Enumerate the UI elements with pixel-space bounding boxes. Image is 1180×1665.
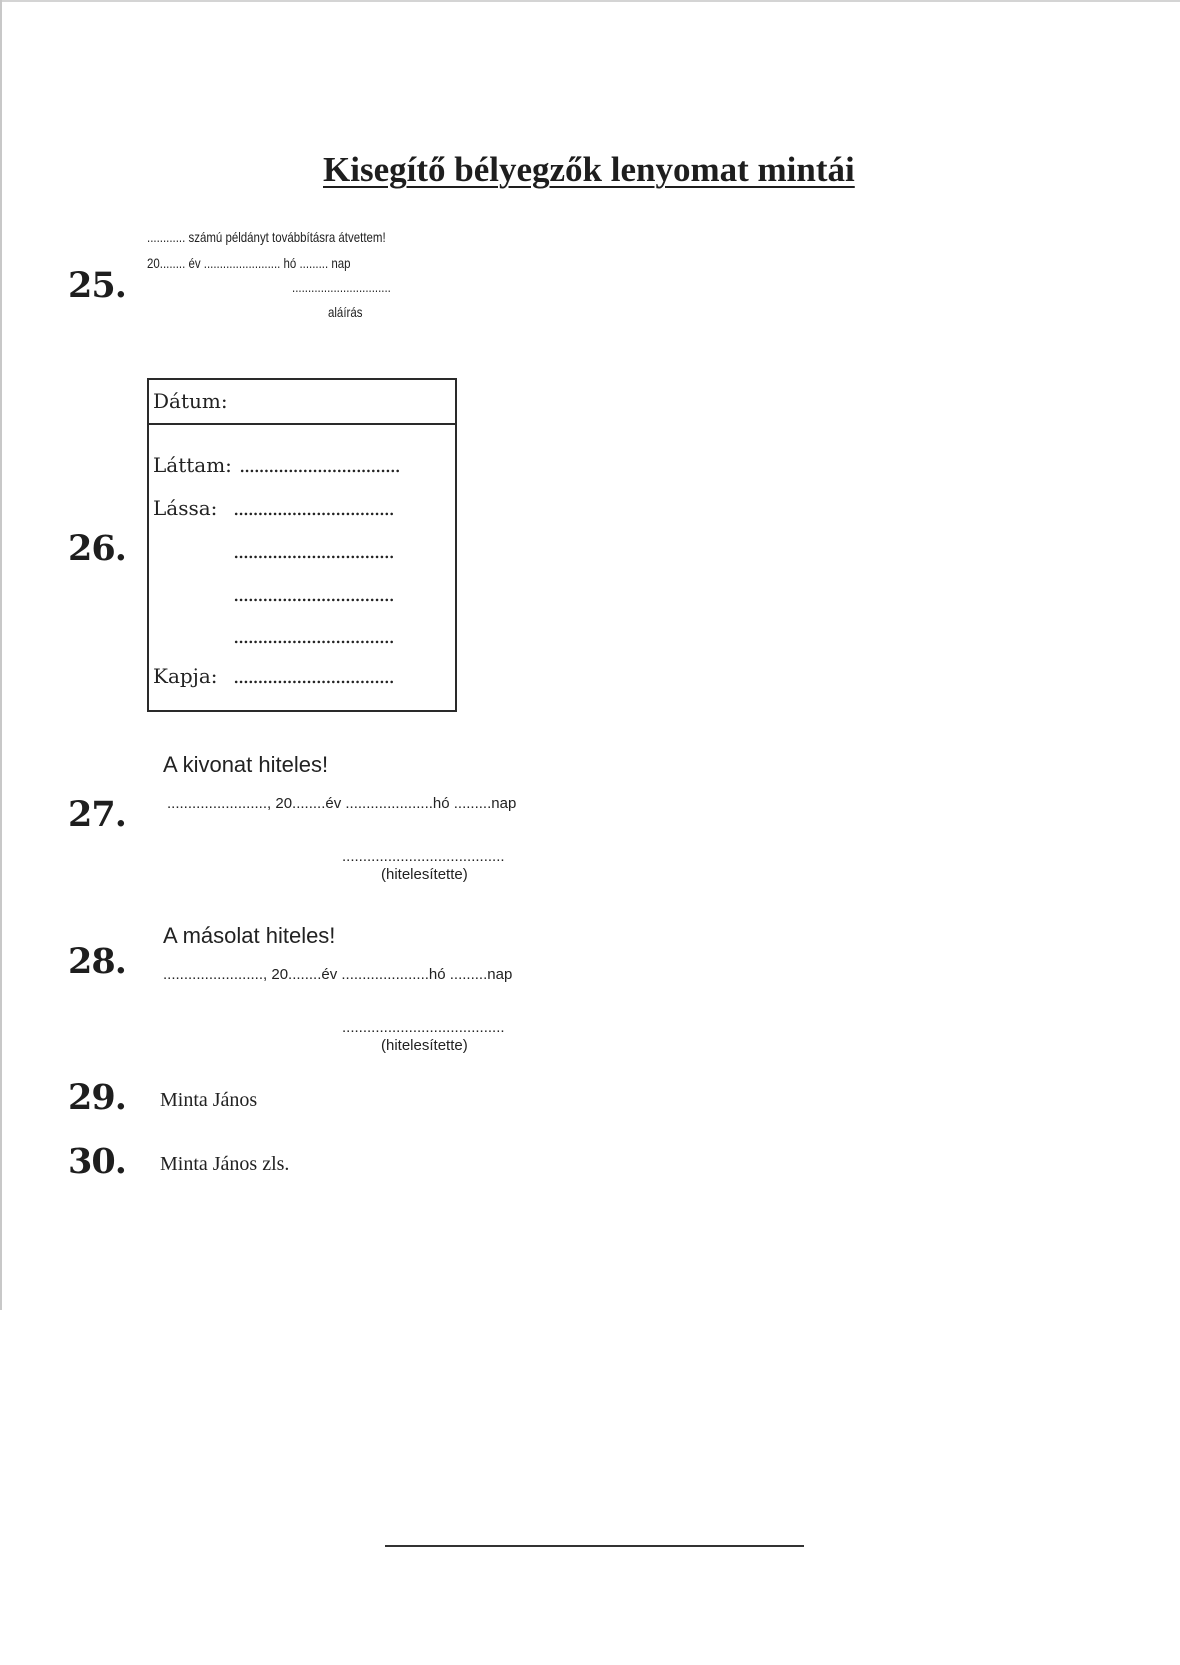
stamp-26-lattam-dots: ................................. [239,453,400,477]
stamp-26-lassa-dots-2: ................................. [233,539,394,563]
footer-rule [385,1545,804,1547]
stamp-number-28: 28. [68,941,126,982]
stamp-25-line-1: ............ számú példányt továbbításra átvettem! [147,229,386,245]
stamp-number-26: 26. [68,528,126,569]
stamp-26-datum-label: Dátum: [153,389,228,413]
stamp-25-signature-dots: ............................... [292,279,391,295]
stamp-28-heading: A másolat hiteles! [163,923,336,948]
stamp-27-heading: A kivonat hiteles! [163,752,329,777]
stamp-25-line-2: 20........ év ........................ hó ......... nap [147,255,351,271]
stamp-26-divider [149,423,455,425]
stamp-26-lassa-dots-4: ................................. [233,624,394,648]
stamp-28-signature-label: (hitelesítette) [381,1037,468,1054]
stamp-number-30: 30. [68,1141,126,1182]
stamp-number-27: 27. [68,794,126,835]
stamp-27-signature-dots: ....................................... [342,848,505,865]
stamp-28-signature-dots: ....................................... [342,1019,505,1036]
stamp-26-kapja-dots: ................................. [233,664,394,688]
stamp-27-signature-label: (hitelesítette) [381,866,468,883]
stamp-26-lassa-label: Lássa: [153,496,218,520]
stamp-28-date-line: ........................, 20........év .....................hó .........nap [163,966,513,983]
stamp-27-date-line: ........................, 20........év .....................hó .........nap [167,795,517,812]
stamp-30-name: Minta János zls. [160,1153,290,1175]
stamp-number-29: 29. [68,1077,126,1118]
stamp-number-25: 25. [68,265,126,306]
stamp-26-lattam-label: Láttam: [153,453,232,477]
page-title: Kisegítő bélyegzők lenyomat mintái [323,150,855,189]
stamp-26-lassa-dots-1: ................................. [233,496,394,520]
stamp-29-name: Minta János [160,1089,258,1111]
page-top-edge [0,0,1180,2]
page-left-edge [0,0,2,1310]
stamp-26-kapja-label: Kapja: [153,664,218,688]
stamp-26-lassa-dots-3: ................................. [233,582,394,606]
stamp-25-signature-label: aláírás [328,304,363,320]
stamp-26-box [147,378,457,712]
